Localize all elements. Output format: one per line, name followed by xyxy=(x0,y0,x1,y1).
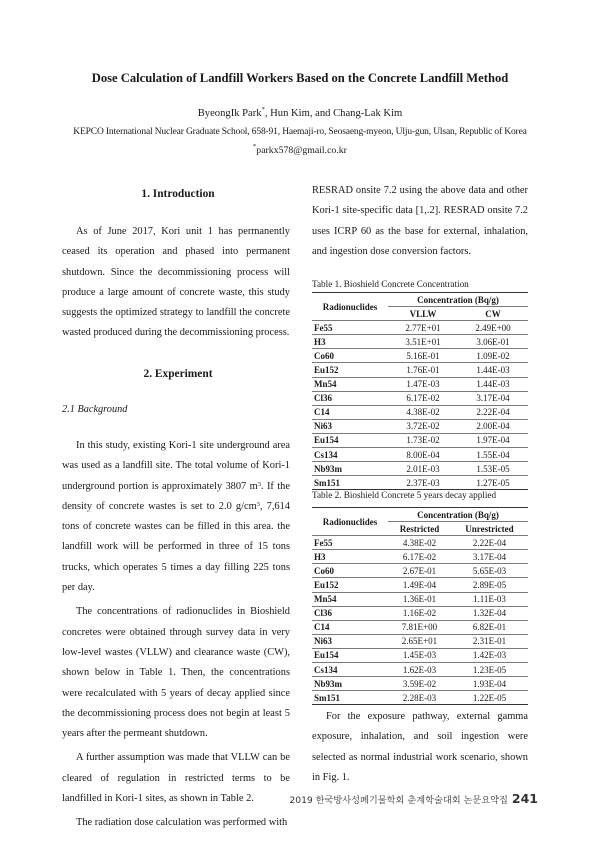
background-paragraph-3: A further assumption was made that VLLW can be cleared of regulation in restricted terms to be landfilled in Kori-1 sites, as shown in Table 2. xyxy=(62,752,290,805)
table-header-row xyxy=(312,293,528,307)
cell-value-b: 6.82E-01 xyxy=(451,620,528,634)
cell-value-a: 2.65E+01 xyxy=(388,634,451,648)
table-header-concentration: Concentration (Bq/g) xyxy=(388,293,528,307)
table-1 xyxy=(312,292,528,490)
cell-radionuclide: Eu154 xyxy=(312,648,388,662)
right-intro-block xyxy=(312,181,528,262)
table-header-unrestricted: Unrestricted xyxy=(451,522,528,536)
cell-value-b: 1.09E-02 xyxy=(458,349,528,363)
cell-value-b: 1.93E-04 xyxy=(451,677,528,691)
cell-value-b: 2.22E-04 xyxy=(451,536,528,550)
right-paragraph-1: RESRAD onsite 7.2 using the above data and other Kori-1 site-specific data [1,.2]. RESRAD onsite 7.2 uses ICRP 60 as the base for external, inhalation, and ingestion dose conversion factors. xyxy=(312,185,528,257)
intro-paragraph-block xyxy=(62,222,290,344)
affiliation: KEPCO International Nuclear Graduate School, 658-91, Haemaji-ro, Seosaeng-myeon, Ulju-gun, Ulsan, Republic of Korea xyxy=(73,127,527,137)
cell-value-b: 1.32E-04 xyxy=(451,606,528,620)
cell-value-b: 3.17E-04 xyxy=(451,550,528,564)
cell-radionuclide: Co60 xyxy=(312,564,388,578)
table1-caption: Table 1. Bioshield Concrete Concentration xyxy=(312,279,469,289)
cell-value-a: 6.17E-02 xyxy=(388,391,458,405)
page-number: 241 xyxy=(511,791,538,806)
cell-radionuclide: Co60 xyxy=(312,349,388,363)
table-row xyxy=(312,448,528,462)
cell-value-a: 3.72E-02 xyxy=(388,419,458,433)
cell-value-a: 2.67E-01 xyxy=(388,564,451,578)
table-header-radionuclides: Radionuclides xyxy=(312,508,388,536)
cell-radionuclide: Cs134 xyxy=(312,448,388,462)
heading-introduction: 1. Introduction xyxy=(141,188,215,200)
cell-value-b: 5.65E-03 xyxy=(451,564,528,578)
cell-radionuclide: Sm151 xyxy=(312,691,388,705)
cell-radionuclide: Fe55 xyxy=(312,321,388,335)
table-row xyxy=(312,363,528,377)
cell-value-b: 1.42E-03 xyxy=(451,648,528,662)
cell-value-b: 1.11E-03 xyxy=(451,592,528,606)
bg-p1-part-a: In this study, existing Kori-1 site underground area was used as a landfill site. The total volume of Kori-1 underground portion is approximately 3807 m xyxy=(62,440,290,492)
bg-p1-sup1: 3 xyxy=(257,480,261,488)
table-row xyxy=(312,634,528,648)
cell-value-b: 3.06E-01 xyxy=(458,335,528,349)
bg-p1-sup2: 3 xyxy=(256,500,260,508)
heading-background: 2.1 Background xyxy=(62,404,128,415)
right-exposure-block xyxy=(312,707,528,788)
cell-value-a: 7.81E+00 xyxy=(388,620,451,634)
table-row xyxy=(312,550,528,564)
page-footer xyxy=(289,791,538,806)
table-row xyxy=(312,536,528,550)
intro-paragraph: As of June 2017, Kori unit 1 has permanently ceased its operation and phased into permanent shutdown. Since the decommissioning process will produce a large amount of concrete waste, this study suggests the optimized strategy to landfill the concrete wasted produced during the decommissioning process. xyxy=(62,226,290,339)
table-row xyxy=(312,691,528,705)
table-row xyxy=(312,349,528,363)
table-header-radionuclides: Radionuclides xyxy=(312,293,388,321)
table-header-concentration: Concentration (Bq/g) xyxy=(388,508,528,522)
cell-value-a: 1.62E-03 xyxy=(388,663,451,677)
cell-value-b: 2.00E-04 xyxy=(458,419,528,433)
cell-value-a: 1.16E-02 xyxy=(388,606,451,620)
cell-value-b: 1.23E-05 xyxy=(451,663,528,677)
table-row xyxy=(312,321,528,335)
footer-text: 2019 한국방사성폐기물학회 춘계학술대회 논문요약집 xyxy=(289,795,508,806)
cell-value-a: 1.73E-02 xyxy=(388,433,458,447)
cell-value-b: 1.97E-04 xyxy=(458,433,528,447)
cell-radionuclide: Eu154 xyxy=(312,433,388,447)
cell-radionuclide: Mn54 xyxy=(312,592,388,606)
cell-value-a: 1.49E-04 xyxy=(388,578,451,592)
email-address: parkx578@gmail.co.kr xyxy=(256,145,347,156)
email-line xyxy=(0,145,600,156)
other-authors: , Hun Kim, and Chang-Lak Kim xyxy=(264,108,403,119)
corresponding-mark: * xyxy=(261,106,265,113)
cell-radionuclide: C14 xyxy=(312,405,388,419)
cell-value-b: 1.55E-04 xyxy=(458,448,528,462)
bg-p1-part-c: , 7,614 tons of concrete wastes can be filled in this area. the landfill work will be performed in three of 15 tons trucks, which operates 5 times a day filling 225 tons per day. xyxy=(62,500,290,594)
cell-radionuclide: Cs134 xyxy=(312,663,388,677)
cell-value-a: 6.17E-02 xyxy=(388,550,451,564)
cell-radionuclide: Ni63 xyxy=(312,634,388,648)
table-row xyxy=(312,377,528,391)
cell-radionuclide: Mn54 xyxy=(312,377,388,391)
cell-value-b: 1.44E-03 xyxy=(458,363,528,377)
cell-value-a: 2.37E-03 xyxy=(388,476,458,490)
cell-value-b: 1.44E-03 xyxy=(458,377,528,391)
cell-value-a: 5.16E-01 xyxy=(388,349,458,363)
cell-radionuclide: C14 xyxy=(312,620,388,634)
cell-value-a: 1.47E-03 xyxy=(388,377,458,391)
cell-value-a: 4.38E-02 xyxy=(388,405,458,419)
table-header-restricted: Restricted xyxy=(388,522,451,536)
table-row xyxy=(312,405,528,419)
cell-radionuclide: H3 xyxy=(312,550,388,564)
cell-value-b: 2.89E-05 xyxy=(451,578,528,592)
cell-radionuclide: Nb93m xyxy=(312,677,388,691)
author-1: ByeongIk Park xyxy=(197,108,262,119)
table-row xyxy=(312,564,528,578)
table-row xyxy=(312,391,528,405)
table-row xyxy=(312,462,528,476)
table-header-cw: CW xyxy=(458,307,528,321)
table-row xyxy=(312,335,528,349)
cell-value-b: 1.27E-05 xyxy=(458,476,528,490)
cell-radionuclide: Cl36 xyxy=(312,391,388,405)
table-row xyxy=(312,620,528,634)
cell-value-a: 1.45E-03 xyxy=(388,648,451,662)
background-paragraph-1 xyxy=(62,436,290,598)
table-header-vllw: VLLW xyxy=(388,307,458,321)
cell-radionuclide: Eu152 xyxy=(312,578,388,592)
heading-experiment: 2. Experiment xyxy=(143,368,213,380)
cell-radionuclide: Sm151 xyxy=(312,476,388,490)
background-paragraph-4: The radiation dose calculation was performed with xyxy=(76,817,288,829)
cell-radionuclide: Nb93m xyxy=(312,462,388,476)
cell-value-b: 3.17E-04 xyxy=(458,391,528,405)
table-row xyxy=(312,476,528,490)
cell-value-b: 2.31E-01 xyxy=(451,634,528,648)
table-2 xyxy=(312,507,528,705)
cell-value-b: 1.53E-05 xyxy=(458,462,528,476)
bg-p1-part-b: . If the density of concrete wastes is set to 2.0 g/cm xyxy=(62,480,290,512)
right-paragraph-2: For the exposure pathway, external gamma exposure, inhalation, and soil ingestion were selected as normal industrial work scenario, shown in Fig. 1. xyxy=(312,711,528,783)
background-block xyxy=(62,436,290,834)
cell-value-b: 1.22E-05 xyxy=(451,691,528,705)
table-header-row xyxy=(312,508,528,522)
table-row xyxy=(312,578,528,592)
table-row xyxy=(312,648,528,662)
table-row xyxy=(312,592,528,606)
email-mark: * xyxy=(253,143,257,150)
cell-value-a: 2.28E-03 xyxy=(388,691,451,705)
cell-radionuclide: Fe55 xyxy=(312,536,388,550)
cell-value-a: 4.38E-02 xyxy=(388,536,451,550)
author-line xyxy=(0,108,600,119)
cell-value-a: 8.00E-04 xyxy=(388,448,458,462)
cell-value-a: 2.77E+01 xyxy=(388,321,458,335)
table-row xyxy=(312,663,528,677)
cell-value-b: 2.49E+00 xyxy=(458,321,528,335)
cell-radionuclide: Ni63 xyxy=(312,419,388,433)
cell-radionuclide: Cl36 xyxy=(312,606,388,620)
table2-caption: Table 2. Bioshield Concrete 5 years decay applied xyxy=(312,490,497,500)
cell-value-b: 2.22E-04 xyxy=(458,405,528,419)
cell-radionuclide: H3 xyxy=(312,335,388,349)
table-row xyxy=(312,606,528,620)
table-row xyxy=(312,419,528,433)
background-paragraph-2: The concentrations of radionuclides in Bioshield concretes were obtained through survey data in very low-level wastes (VLLW) and clearance waste (CW), shown below in Table 1. Then, the concentrations were recalculated with 5 years of decay applied since the decommissioning process does not begin at least 5 years after the permeant shutdown. xyxy=(62,606,290,740)
cell-radionuclide: Eu152 xyxy=(312,363,388,377)
table-row xyxy=(312,433,528,447)
cell-value-a: 3.59E-02 xyxy=(388,677,451,691)
cell-value-a: 1.76E-01 xyxy=(388,363,458,377)
cell-value-a: 3.51E+01 xyxy=(388,335,458,349)
paper-title: Dose Calculation of Landfill Workers Based on the Concrete Landfill Method xyxy=(91,71,509,85)
table-row xyxy=(312,677,528,691)
cell-value-a: 1.36E-01 xyxy=(388,592,451,606)
cell-value-a: 2.01E-03 xyxy=(388,462,458,476)
